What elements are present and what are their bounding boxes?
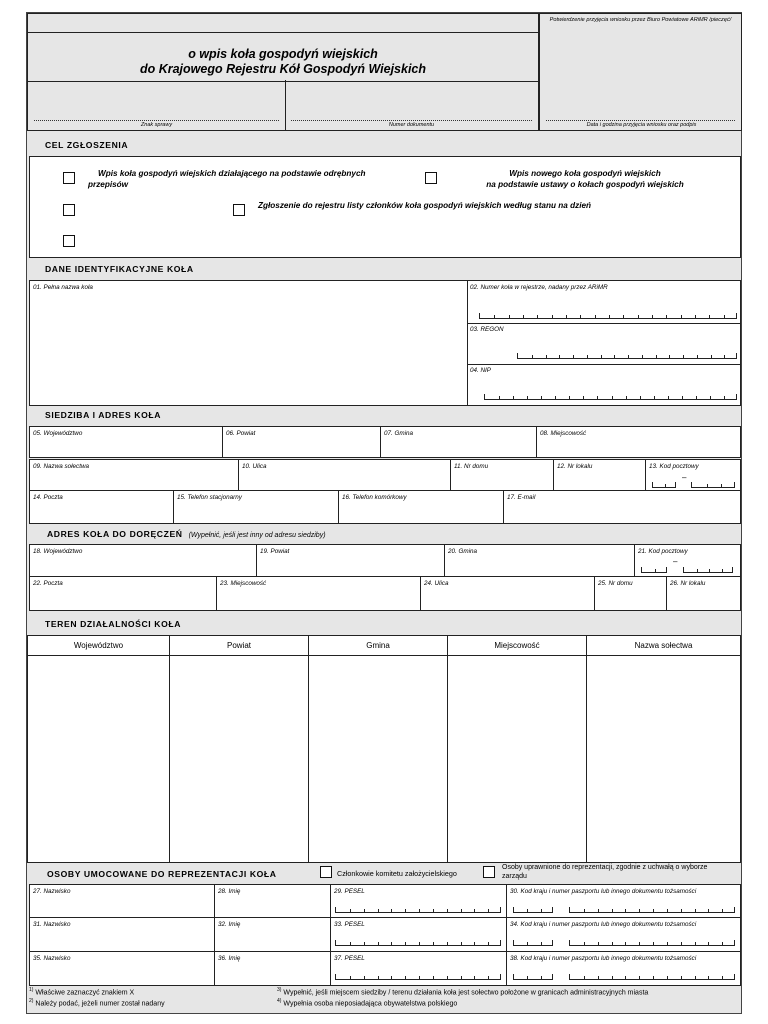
- digit-separator: [391, 942, 392, 945]
- digit-separator: [555, 396, 556, 399]
- d-postal-ticks-a: [641, 567, 667, 573]
- digit-separator: [433, 909, 434, 912]
- pesel-field-3[interactable]: [331, 952, 507, 986]
- option3-text: Zgłoszenie do rejestru listy członków koła gospodyń wiejskich według stanu na dzień: [258, 201, 592, 210]
- digit-separator: [541, 909, 542, 912]
- document-number-cell: [285, 80, 538, 131]
- doc-number-ticks-2: [569, 940, 735, 946]
- checkbox-option1[interactable]: [63, 172, 75, 184]
- nr-lokalu-label: 12. Nr lokalu: [557, 463, 593, 470]
- digit-separator: [654, 396, 655, 399]
- digit-separator: [665, 484, 666, 487]
- digit-separator: [710, 396, 711, 399]
- telefon-komorkowy-field[interactable]: [339, 491, 504, 524]
- digit-separator: [405, 942, 406, 945]
- footnote-3: [277, 987, 648, 996]
- option2-text-line2: na podstawie ustawy o kołach gospodyń wiejskich: [486, 180, 684, 189]
- digit-separator: [625, 942, 626, 945]
- digit-separator: [722, 942, 723, 945]
- solectwo-label: 09. Nazwa sołectwa: [33, 463, 89, 470]
- d-wojewodztwo-label: 18. Województwo: [33, 548, 83, 555]
- digit-separator: [653, 976, 654, 979]
- checkbox-option3-alt[interactable]: [233, 204, 245, 216]
- regon-label: 03. REGON: [470, 326, 504, 333]
- digit-separator: [541, 942, 542, 945]
- d-nr-domu-field[interactable]: [595, 577, 667, 611]
- teren-col-gmina: Gmina: [309, 636, 448, 656]
- digit-separator: [612, 976, 613, 979]
- poczta-field[interactable]: [29, 491, 174, 524]
- digit-separator: [433, 976, 434, 979]
- section-siedziba-heading: SIEDZIBA I ADRES KOŁA: [45, 410, 162, 420]
- digit-separator: [721, 484, 722, 487]
- pesel-field-2[interactable]: [331, 918, 507, 952]
- digit-separator: [499, 396, 500, 399]
- digit-separator: [584, 976, 585, 979]
- doc-label-2: 34. Kod kraju i numer paszportu lub innego dokumentu tożsamości: [510, 921, 697, 928]
- doc-label-1: 30. Kod kraju i numer paszportu lub innego dokumentu tożsamości: [510, 888, 697, 895]
- digit-separator: [461, 976, 462, 979]
- teren-body-col3[interactable]: [309, 656, 448, 862]
- checkbox-komitet[interactable]: [320, 866, 332, 878]
- digit-separator: [708, 942, 709, 945]
- digit-separator: [667, 942, 668, 945]
- digit-separator: [695, 909, 696, 912]
- digit-separator: [656, 355, 657, 358]
- section-cel-heading: CEL ZGŁOSZENIA: [45, 140, 129, 150]
- digit-separator: [695, 976, 696, 979]
- registry-number-field[interactable]: [467, 281, 740, 324]
- doc-field-2[interactable]: [507, 918, 741, 952]
- nazwisko-field-1[interactable]: [29, 884, 215, 918]
- digit-separator: [708, 909, 709, 912]
- digit-separator: [669, 355, 670, 358]
- digit-separator: [419, 909, 420, 912]
- digit-separator: [559, 355, 560, 358]
- digit-separator: [638, 315, 639, 318]
- osoby-table: [29, 884, 741, 986]
- uprawnione-label-line2: zarządu: [502, 873, 527, 880]
- digit-separator: [513, 396, 514, 399]
- option2-text-line1: Wpis nowego koła gospodyń wiejskich: [509, 169, 661, 178]
- footnote-3-mark: 3): [277, 987, 282, 993]
- digit-separator: [722, 909, 723, 912]
- digit-separator: [652, 315, 653, 318]
- pesel-ticks-1: [335, 907, 501, 913]
- digit-separator: [546, 355, 547, 358]
- d-kod-pocztowy-field[interactable]: 21. Kod pocztowy –: [635, 544, 741, 577]
- digit-separator: [724, 396, 725, 399]
- digit-separator: [697, 569, 698, 572]
- digit-separator: [378, 976, 379, 979]
- postal-ticks-b: [691, 482, 735, 488]
- d-gmina-field[interactable]: [445, 544, 635, 577]
- form-page: [26, 12, 742, 1014]
- nazwisko-label-2: 31. Nazwisko: [33, 921, 71, 928]
- nazwisko-label-1: 27. Nazwisko: [33, 888, 71, 895]
- digit-separator: [653, 942, 654, 945]
- teren-table: [27, 635, 741, 863]
- gmina-field[interactable]: [381, 426, 537, 458]
- digit-separator: [527, 976, 528, 979]
- digit-separator: [364, 976, 365, 979]
- digit-separator: [474, 909, 475, 912]
- nip-label: 04. NIP: [470, 367, 491, 374]
- registry-number-ticks: [479, 313, 737, 319]
- digit-separator: [626, 396, 627, 399]
- footnote-4: [277, 998, 457, 1007]
- d-nr-lokalu-label: 26. Nr lokalu: [670, 580, 706, 587]
- teren-col-wojewodztwo: Województwo: [28, 636, 170, 656]
- digit-separator: [623, 315, 624, 318]
- digit-separator: [391, 976, 392, 979]
- digit-separator: [584, 942, 585, 945]
- section-adres-heading: [47, 529, 326, 539]
- registry-number-label: 02. Numer koła w rejestrze, nadany przez ARiMR: [470, 284, 608, 291]
- powiat-label: 06. Powiat: [226, 430, 256, 437]
- digit-separator: [667, 976, 668, 979]
- digit-separator: [523, 315, 524, 318]
- footnote-1: [29, 987, 134, 996]
- cel-box: [29, 156, 741, 258]
- footnote-2: [29, 998, 165, 1007]
- komitet-label: Członkowie komitetu założycielskiego: [337, 869, 457, 878]
- regon-ticks: [517, 353, 737, 359]
- adres-heading-text: ADRES KOŁA DO DORĘCZEŃ: [47, 529, 183, 539]
- teren-body-col4[interactable]: [448, 656, 587, 862]
- adres-note: (Wypełnić, jeśli jest inny od adresu siedziby): [188, 532, 326, 539]
- nr-domu-label: 11. Nr domu: [454, 463, 489, 470]
- pesel-ticks-3: [335, 974, 501, 980]
- imie-label-1: 28. Imię: [218, 888, 241, 895]
- digit-separator: [598, 909, 599, 912]
- digit-separator: [682, 396, 683, 399]
- digit-separator: [527, 909, 528, 912]
- header-block: [27, 13, 539, 131]
- imie-field-1[interactable]: [215, 884, 331, 918]
- digit-separator: [447, 942, 448, 945]
- siedziba-box: [29, 426, 741, 524]
- telefon-stacjonarny-label: 15. Telefon stacjonarny: [177, 494, 242, 501]
- digit-separator: [666, 315, 667, 318]
- digit-separator: [697, 355, 698, 358]
- wojewodztwo-label: 05. Województwo: [33, 430, 83, 437]
- digit-separator: [625, 976, 626, 979]
- digit-separator: [639, 909, 640, 912]
- footnote-1-text: Właściwe zaznaczyć znakiem X: [35, 989, 135, 997]
- section-dane-heading: DANE IDENTYFIKACYJNE KOŁA: [45, 264, 194, 274]
- digit-separator: [527, 396, 528, 399]
- teren-body-col5[interactable]: [587, 656, 740, 862]
- d-nr-domu-label: 25. Nr domu: [598, 580, 633, 587]
- digit-separator: [552, 315, 553, 318]
- digit-separator: [655, 569, 656, 572]
- digit-separator: [494, 315, 495, 318]
- digit-separator: [461, 909, 462, 912]
- digit-separator: [711, 355, 712, 358]
- miejscowosc-field[interactable]: [537, 426, 741, 458]
- doc-country-ticks-2: [513, 940, 553, 946]
- digit-separator: [667, 909, 668, 912]
- pesel-ticks-2: [335, 940, 501, 946]
- title-area: [28, 32, 538, 82]
- digit-separator: [583, 396, 584, 399]
- digit-separator: [350, 976, 351, 979]
- footnote-4-mark: 4): [277, 998, 282, 1004]
- nr-domu-field[interactable]: [451, 459, 554, 491]
- form-title-line1: o wpis koła gospodyń wiejskich: [188, 47, 378, 61]
- imie-label-3: 36. Imię: [218, 955, 241, 962]
- digit-separator: [364, 942, 365, 945]
- digit-separator: [612, 942, 613, 945]
- digit-separator: [566, 315, 567, 318]
- digit-separator: [708, 976, 709, 979]
- doc-field-3[interactable]: [507, 952, 741, 986]
- footnote-2-text: Należy podać, jeżeli numer został nadany: [35, 1000, 165, 1008]
- nip-field[interactable]: [467, 364, 740, 405]
- nazwisko-field-2[interactable]: [29, 918, 215, 952]
- digit-separator: [724, 355, 725, 358]
- d-miejscowosc-label: 23. Miejscowość: [220, 580, 267, 587]
- digit-separator: [681, 315, 682, 318]
- digit-separator: [378, 942, 379, 945]
- uprawnione-label-line1: Osoby uprawnione do reprezentacji, zgodnie z uchwałą o wyborze: [502, 864, 708, 871]
- digit-separator: [378, 909, 379, 912]
- digit-separator: [584, 909, 585, 912]
- digit-separator: [527, 942, 528, 945]
- nazwisko-label-3: 35. Nazwisko: [33, 955, 71, 962]
- digit-separator: [447, 909, 448, 912]
- confirmation-block: [539, 13, 742, 131]
- teren-col-solectwo: Nazwa sołectwa: [587, 636, 740, 656]
- digit-separator: [587, 355, 588, 358]
- digit-separator: [541, 976, 542, 979]
- digit-separator: [598, 976, 599, 979]
- digit-separator: [628, 355, 629, 358]
- digit-separator: [709, 315, 710, 318]
- digit-separator: [612, 909, 613, 912]
- footnote-2-mark: 2): [29, 998, 34, 1004]
- pesel-field-1[interactable]: [331, 884, 507, 918]
- digit-separator: [509, 315, 510, 318]
- imie-field-2[interactable]: [215, 918, 331, 952]
- digit-separator: [532, 355, 533, 358]
- d-kod-pocztowy-label: 21. Kod pocztowy: [638, 548, 688, 555]
- footnote-4-text: Wypełnia osoba nieposiadająca obywatelstwa polskiego: [283, 1000, 458, 1008]
- full-name-label: 01. Pełna nazwa koła: [33, 284, 93, 291]
- telefon-stacjonarny-field[interactable]: [174, 491, 339, 524]
- digit-separator: [612, 396, 613, 399]
- adres-box: [29, 544, 741, 611]
- digit-separator: [350, 909, 351, 912]
- regon-field[interactable]: [467, 323, 740, 365]
- digit-separator: [597, 396, 598, 399]
- digit-separator: [639, 976, 640, 979]
- digit-separator: [573, 355, 574, 358]
- digit-separator: [598, 942, 599, 945]
- full-name-field[interactable]: [30, 281, 468, 405]
- checkbox-option2[interactable]: [425, 172, 437, 184]
- digit-separator: [683, 355, 684, 358]
- digit-separator: [488, 942, 489, 945]
- checkbox-option3[interactable]: [63, 204, 75, 216]
- d-ulica-label: 24. Ulica: [424, 580, 449, 587]
- digit-separator: [447, 976, 448, 979]
- digit-separator: [722, 569, 723, 572]
- digit-separator: [537, 315, 538, 318]
- powiat-field[interactable]: [223, 426, 381, 458]
- doc-number-ticks-1: [569, 907, 735, 913]
- digit-separator: [625, 909, 626, 912]
- teren-body-col1[interactable]: [28, 656, 170, 862]
- d-ulica-field[interactable]: [421, 577, 595, 611]
- imie-field-3[interactable]: [215, 952, 331, 986]
- kod-pocztowy-field[interactable]: 13. Kod pocztowy –: [646, 459, 741, 491]
- checkbox-uprawnione[interactable]: [483, 866, 495, 878]
- digit-separator: [569, 396, 570, 399]
- d-nr-lokalu-field[interactable]: [667, 577, 741, 611]
- digit-separator: [724, 315, 725, 318]
- document-number-label: Numer dokumentu: [388, 122, 435, 128]
- poczta-label: 14. Poczta: [33, 494, 63, 501]
- pesel-label-1: 29. PESEL: [334, 888, 365, 895]
- teren-body-col2[interactable]: [170, 656, 309, 862]
- form-title-line2: do Krajowego Rejestru Kół Gospodyń Wiejskich: [139, 62, 427, 76]
- digit-separator: [709, 569, 710, 572]
- nazwisko-field-3[interactable]: [29, 952, 215, 986]
- case-number-cell: [28, 80, 286, 131]
- digit-separator: [433, 942, 434, 945]
- digit-separator: [642, 355, 643, 358]
- dane-box: [29, 280, 741, 406]
- wojewodztwo-field[interactable]: [29, 426, 223, 458]
- gmina-label: 07. Gmina: [384, 430, 414, 437]
- digit-separator: [580, 315, 581, 318]
- digit-separator: [350, 942, 351, 945]
- digit-separator: [640, 396, 641, 399]
- ulica-label: 10. Ulica: [242, 463, 267, 470]
- postal-ticks-a: [652, 482, 676, 488]
- doc-field-1[interactable]: [507, 884, 741, 918]
- digit-separator: [695, 942, 696, 945]
- imie-label-2: 32. Imię: [218, 921, 241, 928]
- ulica-field[interactable]: [239, 459, 451, 491]
- footnote-1-mark: 1): [29, 987, 34, 993]
- digit-separator: [696, 396, 697, 399]
- digit-separator: [681, 909, 682, 912]
- section-osoby-heading: OSOBY UMOCOWANE DO REPREZENTACJI KOŁA: [47, 869, 277, 879]
- digit-separator: [419, 942, 420, 945]
- date-signature-label: Data i godzina przyjęcia wniosku oraz podpis: [586, 122, 697, 128]
- digit-separator: [681, 976, 682, 979]
- doc-label-3: 38. Kod kraju i numer paszportu lub innego dokumentu tożsamości: [510, 955, 697, 962]
- pesel-label-3: 37. PESEL: [334, 955, 365, 962]
- d-poczta-field[interactable]: [29, 577, 217, 611]
- digit-separator: [419, 976, 420, 979]
- digit-separator: [364, 909, 365, 912]
- teren-col-powiat: Powiat: [170, 636, 309, 656]
- digit-separator: [722, 976, 723, 979]
- digit-separator: [405, 909, 406, 912]
- nr-lokalu-field[interactable]: [554, 459, 646, 491]
- pesel-label-2: 33. PESEL: [334, 921, 365, 928]
- d-miejscowosc-field[interactable]: [217, 577, 421, 611]
- digit-separator: [695, 315, 696, 318]
- digit-separator: [474, 942, 475, 945]
- digit-separator: [474, 976, 475, 979]
- case-number-label: Znak sprawy: [140, 122, 173, 128]
- digit-separator: [541, 396, 542, 399]
- digit-separator: [614, 355, 615, 358]
- digit-separator: [639, 942, 640, 945]
- teren-col-miejscowosc: Miejscowość: [448, 636, 587, 656]
- confirmation-label: Potwierdzenie przyjęcia wniosku przez Biuro Powiatowe ARiMR /pieczęć/: [549, 17, 732, 23]
- digit-separator: [595, 315, 596, 318]
- digit-separator: [668, 396, 669, 399]
- digit-separator: [681, 942, 682, 945]
- d-gmina-label: 20. Gmina: [448, 548, 478, 555]
- doc-country-ticks-3: [513, 974, 553, 980]
- digit-separator: [391, 909, 392, 912]
- doc-number-ticks-3: [569, 974, 735, 980]
- option1-text: Wpis koła gospodyń wiejskich działającego na podstawie odrębnych przepisów: [88, 169, 366, 189]
- digit-separator: [461, 942, 462, 945]
- digit-separator: [488, 976, 489, 979]
- d-poczta-label: 22. Poczta: [33, 580, 63, 587]
- kod-pocztowy-label: 13. Kod pocztowy: [649, 463, 699, 470]
- nip-ticks: [484, 394, 737, 400]
- d-wojewodztwo-field[interactable]: [29, 544, 257, 577]
- digit-separator: [609, 315, 610, 318]
- footnote-3-text: Wypełnić, jeśli miejscem siedziby / terenu działania koła jest sołectwo położone w granicach administracyjnych miasta: [283, 989, 649, 997]
- digit-separator: [488, 909, 489, 912]
- section-teren-heading: TEREN DZIAŁALNOŚCI KOŁA: [45, 619, 182, 629]
- checkbox-option4[interactable]: [63, 235, 75, 247]
- doc-country-ticks-1: [513, 907, 553, 913]
- solectwo-field[interactable]: [29, 459, 239, 491]
- d-postal-ticks-b: [683, 567, 733, 573]
- digit-separator: [405, 976, 406, 979]
- digit-separator: [707, 484, 708, 487]
- d-powiat-field[interactable]: [257, 544, 445, 577]
- d-powiat-label: 19. Powiat: [260, 548, 290, 555]
- email-field[interactable]: [504, 491, 741, 524]
- telefon-komorkowy-label: 16. Telefon komórkowy: [342, 494, 407, 501]
- miejscowosc-label: 08. Miejscowość: [540, 430, 587, 437]
- digit-separator: [601, 355, 602, 358]
- email-label: 17. E-mail: [507, 494, 536, 501]
- digit-separator: [653, 909, 654, 912]
